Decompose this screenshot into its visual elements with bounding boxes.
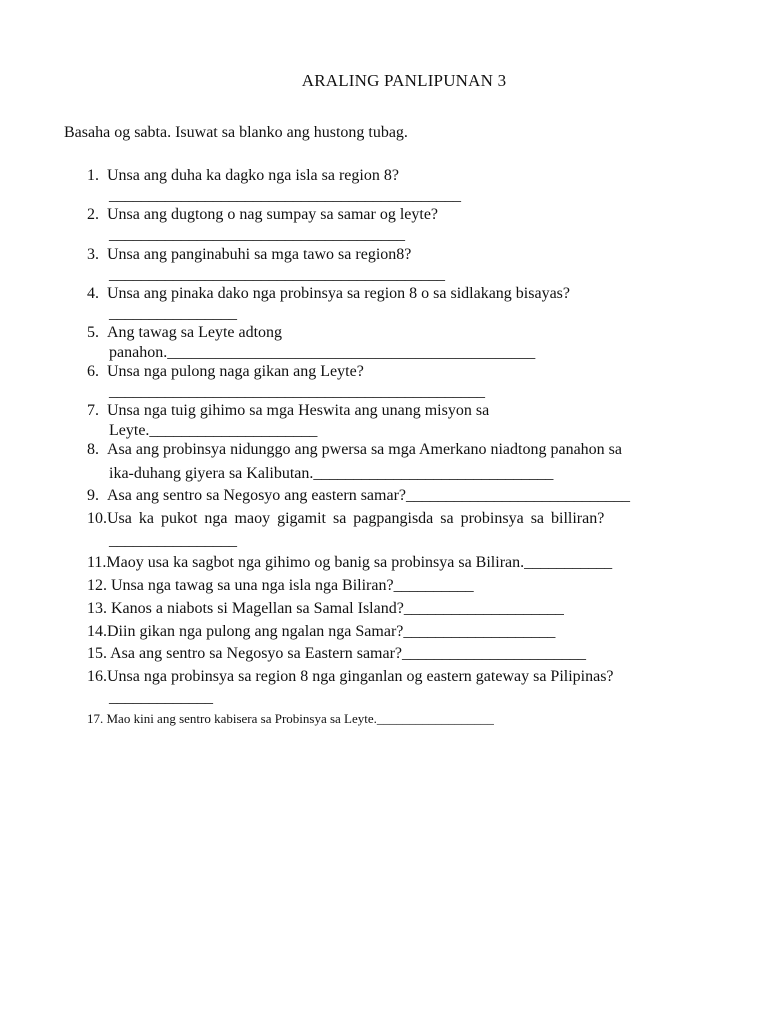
answer-blank-16[interactable]: _____________ [109,689,213,706]
answer-blank-6[interactable]: _______________________________________________ [109,383,485,400]
question-11 [87,553,612,573]
question-1 [87,166,399,186]
question-text[interactable]: Mao kini ang sentro kabisera sa Probinsya sa Leyte.__________________ [103,711,494,726]
question-4 [87,284,570,304]
page-title: ARALING PANLIPUNAN 3 [301,71,507,90]
answer-blank-10[interactable]: ________________ [109,532,237,549]
question-number: 4. [87,285,99,302]
question-text[interactable]: Asa ang sentro sa Negosyo ang eastern samar?____________________________ [107,487,631,504]
question-number: 7. [87,402,99,419]
question-2 [87,205,438,225]
answer-blank-5[interactable]: panahon.______________________________________________ [109,344,536,361]
question-number: 12. [87,577,107,594]
question-8 [87,440,622,460]
question-16 [87,667,614,687]
question-6 [87,362,364,382]
instructions: Basaha og sabta. Isuwat sa blanko ang hustong tubag. [64,124,408,141]
question-text: Unsa nga probinsya sa region 8 nga ginganlan og eastern gateway sa Pilipinas? [107,668,614,685]
question-9 [87,486,630,506]
question-17 [87,709,494,729]
question-text: Usa ka pukot nga maoy gigamit sa pagpangisda sa probinsya sa billiran? [107,510,605,527]
question-text: Unsa ang dugtong o nag sumpay sa samar og leyte? [107,206,439,223]
question-text: Unsa nga tuig gihimo sa mga Heswita ang unang misyon sa [107,402,490,419]
question-15 [87,644,586,664]
question-text: Unsa nga pulong naga gikan ang Leyte? [107,363,364,380]
question-number: 6. [87,363,99,380]
question-text: Ang tawag sa Leyte adtong [107,324,283,341]
question-number: 10. [87,510,107,527]
question-number: 17. [87,711,104,726]
question-number: 13. [87,600,107,617]
question-text[interactable]: Asa ang sentro sa Negosyo sa Eastern samar?_______________________ [107,645,587,662]
question-14 [87,622,555,642]
question-number: 11. [87,554,107,571]
question-number: 15. [87,645,107,662]
answer-blank-2[interactable]: _____________________________________ [109,226,405,243]
question-12 [87,576,474,596]
question-3 [87,245,411,265]
question-number: 2. [87,206,99,223]
question-number: 9. [87,487,99,504]
question-text: Unsa ang duha ka dagko nga isla sa region 8? [107,167,399,184]
question-10 [87,509,604,529]
answer-blank-8[interactable]: ika-duhang giyera sa Kalibutan.______________________________ [109,465,554,482]
answer-blank-4[interactable]: ________________ [109,305,237,322]
question-text[interactable]: Unsa nga tawag sa una nga isla nga Biliran?__________ [107,577,474,594]
question-number: 8. [87,441,99,458]
question-7 [87,401,489,421]
question-text: Asa ang probinsya nidunggo ang pwersa sa mga Amerkano niadtong panahon sa [107,441,622,458]
answer-blank-3[interactable]: __________________________________________ [109,266,445,283]
question-text[interactable]: Diin gikan nga pulong ang ngalan nga Samar?___________________ [107,623,556,640]
question-text[interactable]: Kanos a niabots si Magellan sa Samal Island?____________________ [107,600,564,617]
answer-blank-1[interactable]: ____________________________________________ [109,187,461,204]
question-number: 5. [87,324,99,341]
question-number: 1. [87,167,99,184]
answer-blank-7[interactable]: Leyte._____________________ [109,422,318,439]
question-number: 14. [87,623,107,640]
question-text: Unsa ang pinaka dako nga probinsya sa region 8 o sa sidlakang bisayas? [107,285,570,302]
question-text: Unsa ang panginabuhi sa mga tawo sa region8? [107,246,412,263]
question-5 [87,323,282,343]
question-text[interactable]: Maoy usa ka sagbot nga gihimo og banig sa probinsya sa Biliran.___________ [106,554,613,571]
question-13 [87,599,564,619]
question-number: 16. [87,668,107,685]
question-number: 3. [87,246,99,263]
